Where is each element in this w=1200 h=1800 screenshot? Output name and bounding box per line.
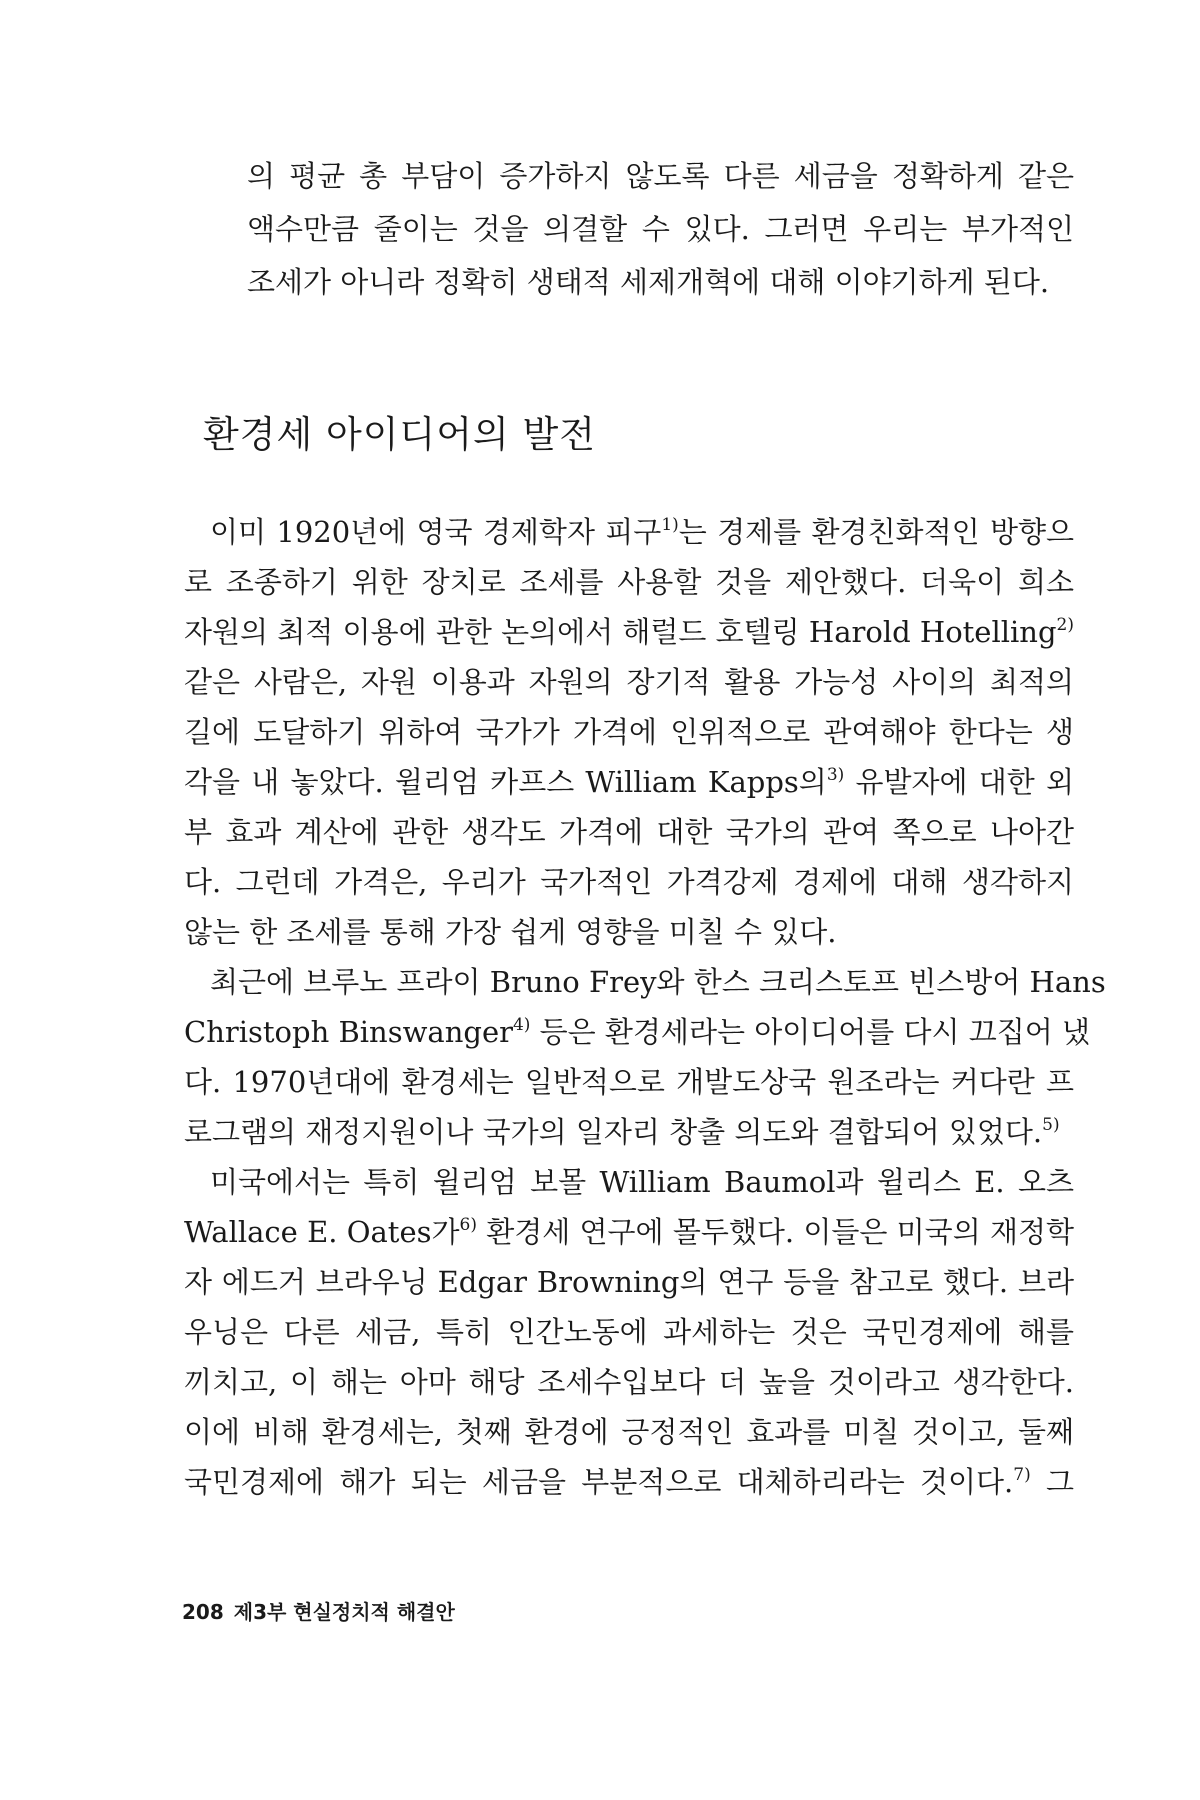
- text-line: 로 조종하기 위한 장치로 조세를 사용할 것을 제안했다. 더욱이 희소: [184, 565, 1074, 599]
- text-line: [184, 1007, 1090, 1057]
- text-line: 액수만큼 줄이는 것을 의결할 수 있다. 그러면 우리는 부가적인: [247, 212, 1074, 246]
- text-segment: 국민경제에 해가 되는 세금을 부분적으로 대체하리라는 것이다.: [184, 1465, 1014, 1499]
- text-line: 부 효과 계산에 관한 생각도 가격에 대한 국가의 관여 쪽으로 나아간: [184, 815, 1074, 849]
- page-footer: [182, 1598, 455, 1626]
- text-line: 끼치고, 이 해는 아마 해당 조세수입보다 더 높을 것이라고 생각한다.: [184, 1365, 1074, 1399]
- text-line: 최근에 브루노 프라이 Bruno Frey와 한스 크리스토프 빈스방어 Hans: [210, 965, 1106, 999]
- text-segment: 유발자에 대한 외: [844, 765, 1074, 799]
- footnote-ref: 7): [1013, 1465, 1031, 1485]
- footnote-ref: 6): [459, 1215, 477, 1235]
- text-line: 이에 비해 환경세는, 첫째 환경에 긍정적인 효과를 미칠 것이고, 둘째: [184, 1415, 1074, 1449]
- text-line: [184, 757, 1074, 807]
- footnote-ref: 5): [1042, 1115, 1060, 1135]
- text-line: 미국에서는 특히 윌리엄 보몰 William Baumol과 윌리스 E. 오츠: [210, 1165, 1074, 1199]
- section-heading: 환경세 아이디어의 발전: [203, 413, 596, 456]
- text-segment: Wallace E. Oates가: [184, 1215, 460, 1249]
- text-line: 다. 그런데 가격은, 우리가 국가적인 가격강제 경제에 대해 생각하지: [184, 865, 1074, 899]
- text-segment: 이미 1920년에 영국 경제학자 피구: [210, 515, 662, 549]
- footnote-ref: 2): [1056, 615, 1074, 635]
- body-text: [184, 507, 1106, 1507]
- text-line: [184, 1107, 1074, 1157]
- text-segment: 등은 환경세라는 아이디어를 다시 끄집어 냈: [530, 1015, 1090, 1049]
- text-line: [184, 1457, 1074, 1507]
- page-number: 208: [182, 1600, 224, 1624]
- text-segment: 로그램의 재정지원이나 국가의 일자리 창출 의도와 결합되어 있었다.: [184, 1115, 1043, 1149]
- running-title: 제3부 현실정치적 해결안: [233, 1600, 455, 1624]
- text-segment: 는 경제를 환경친화적인 방향으: [678, 515, 1074, 549]
- footnote-ref: 4): [512, 1015, 531, 1035]
- text-segment: 자원의 최적 이용에 관한 논의에서 해럴드 호텔링 Harold Hotelling: [184, 615, 1057, 649]
- text-segment: 그: [1030, 1465, 1074, 1499]
- text-segment: 환경세 연구에 몰두했다. 이들은 미국의 재정학: [476, 1215, 1075, 1249]
- footnote-ref: 1): [661, 515, 679, 535]
- text-line: 다. 1970년대에 환경세는 일반적으로 개발도상국 원조라는 커다란 프: [184, 1065, 1074, 1099]
- footnote-ref: 3): [826, 765, 845, 785]
- text-segment: 각을 내 놓았다. 윌리엄 카프스 William Kapps의: [184, 765, 827, 799]
- text-segment: Christoph Binswanger: [184, 1015, 513, 1049]
- text-line: [184, 507, 1074, 557]
- continued-paragraph: [247, 150, 1074, 309]
- text-line: 자 에드거 브라우닝 Edgar Browning의 연구 등을 참고로 했다. 브라: [184, 1265, 1074, 1299]
- text-line: 의 평균 총 부담이 증가하지 않도록 다른 세금을 정확하게 같은: [247, 159, 1074, 193]
- text-line: [184, 1207, 1074, 1257]
- text-line: 같은 사람은, 자원 이용과 자원의 장기적 활용 가능성 사이의 최적의: [184, 665, 1074, 699]
- text-line: [184, 607, 1074, 657]
- text-line: 않는 한 조세를 통해 가장 쉽게 영향을 미칠 수 있다.: [184, 915, 837, 949]
- text-line: 조세가 아니라 정확히 생태적 세제개혁에 대해 이야기하게 된다.: [247, 265, 1050, 299]
- text-line: 길에 도달하기 위하여 국가가 가격에 인위적으로 관여해야 한다는 생: [184, 715, 1074, 749]
- text-line: 우닝은 다른 세금, 특히 인간노동에 과세하는 것은 국민경제에 해를: [184, 1315, 1074, 1349]
